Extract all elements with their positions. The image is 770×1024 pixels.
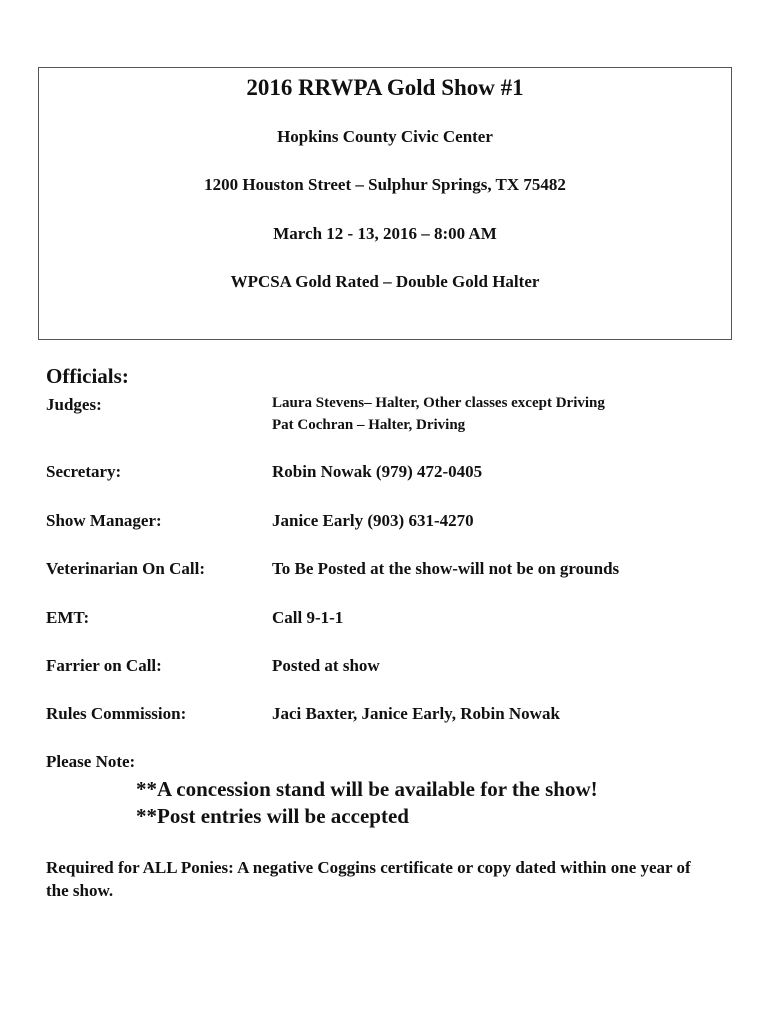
secretary-label: Secretary: [46, 462, 122, 481]
veterinarian-label: Veterinarian On Call: [46, 559, 205, 578]
show-date-time: March 12 - 13, 2016 – 8:00 AM [273, 224, 497, 243]
venue-address: 1200 Houston Street – Sulphur Springs, TX 75482 [204, 175, 566, 194]
please-note-heading: Please Note: [46, 752, 136, 771]
show-rating: WPCSA Gold Rated – Double Gold Halter [230, 272, 540, 291]
emt-label: EMT: [46, 608, 90, 627]
judge-line-2: Pat Cochran – Halter, Driving [272, 417, 466, 433]
judge-line-1: Laura Stevens– Halter, Other classes except Driving [272, 395, 605, 411]
veterinarian-value: To Be Posted at the show-will not be on grounds [272, 559, 620, 578]
farrier-label: Farrier on Call: [46, 656, 162, 675]
venue-name: Hopkins County Civic Center [277, 127, 493, 146]
judges-label: Judges: [46, 395, 102, 414]
officials-heading: Officials: [46, 364, 129, 388]
farrier-value: Posted at show [272, 656, 380, 675]
secretary-value: Robin Nowak (979) 472-0405 [272, 462, 483, 481]
coggins-requirement: Required for ALL Ponies: A negative Coggins certificate or copy dated within one year of the show. [46, 858, 691, 900]
emt-value: Call 9-1-1 [272, 608, 344, 627]
show-manager-value: Janice Early (903) 631-4270 [272, 511, 474, 530]
show-title: 2016 RRWPA Gold Show #1 [246, 75, 524, 100]
rules-commission-value: Jaci Baxter, Janice Early, Robin Nowak [272, 704, 560, 723]
show-header-box [38, 67, 732, 340]
note-concession-stand: **A concession stand will be available for the show! [136, 777, 598, 801]
note-post-entries: **Post entries will be accepted [136, 804, 409, 828]
rules-commission-label: Rules Commission: [46, 704, 187, 723]
show-manager-label: Show Manager: [46, 511, 162, 530]
